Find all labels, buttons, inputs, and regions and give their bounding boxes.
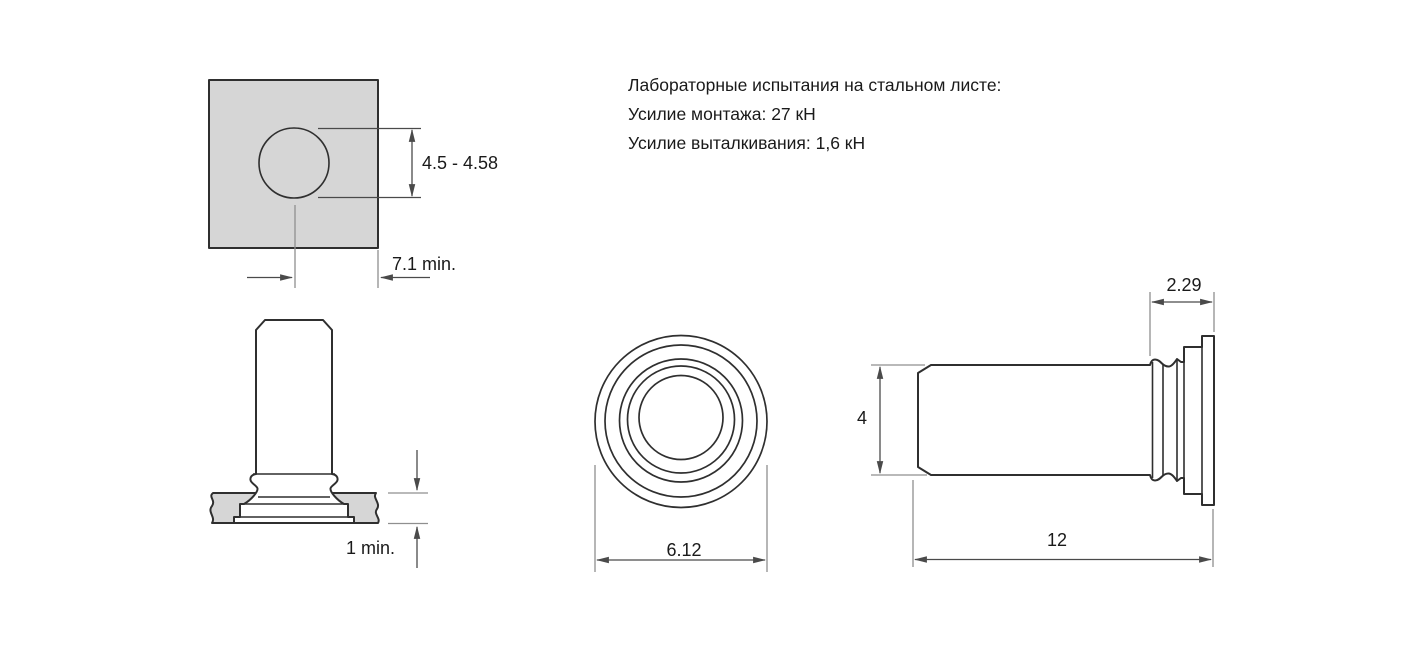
mounting-force-note: Усилие монтажа: 27 кН [628,104,816,124]
hole-diameter-label: 4.5 - 4.58 [422,153,499,173]
installed-side-view [210,320,428,568]
sheet-thickness-label: 1 min. [346,538,396,558]
pushout-force-note: Усилие выталкивания: 1,6 кН [628,133,866,153]
pin-body [918,336,1214,505]
total-length-label: 12 [1046,530,1068,550]
hole-layout-view [209,80,498,288]
groove-circle [628,366,735,473]
shank-circle [639,376,723,460]
test-notes-title: Лабораторные испытания на стальном листе: [628,75,1002,95]
ring-circle [620,359,743,482]
shank-diameter-dimension [857,365,927,475]
flange-diameter-label: 6.12 [666,540,702,560]
flange-diameter-dimension [595,465,767,572]
edge-distance-label: 7.1 min. [392,254,457,274]
sheet-plate [209,80,378,248]
total-length-dimension [913,480,1213,567]
head-length-label: 2.29 [1166,275,1202,295]
pin-side-view [857,275,1214,567]
test-notes [628,71,1001,158]
shank-diameter-label: 4 [856,408,868,428]
head-end-view [595,336,767,573]
